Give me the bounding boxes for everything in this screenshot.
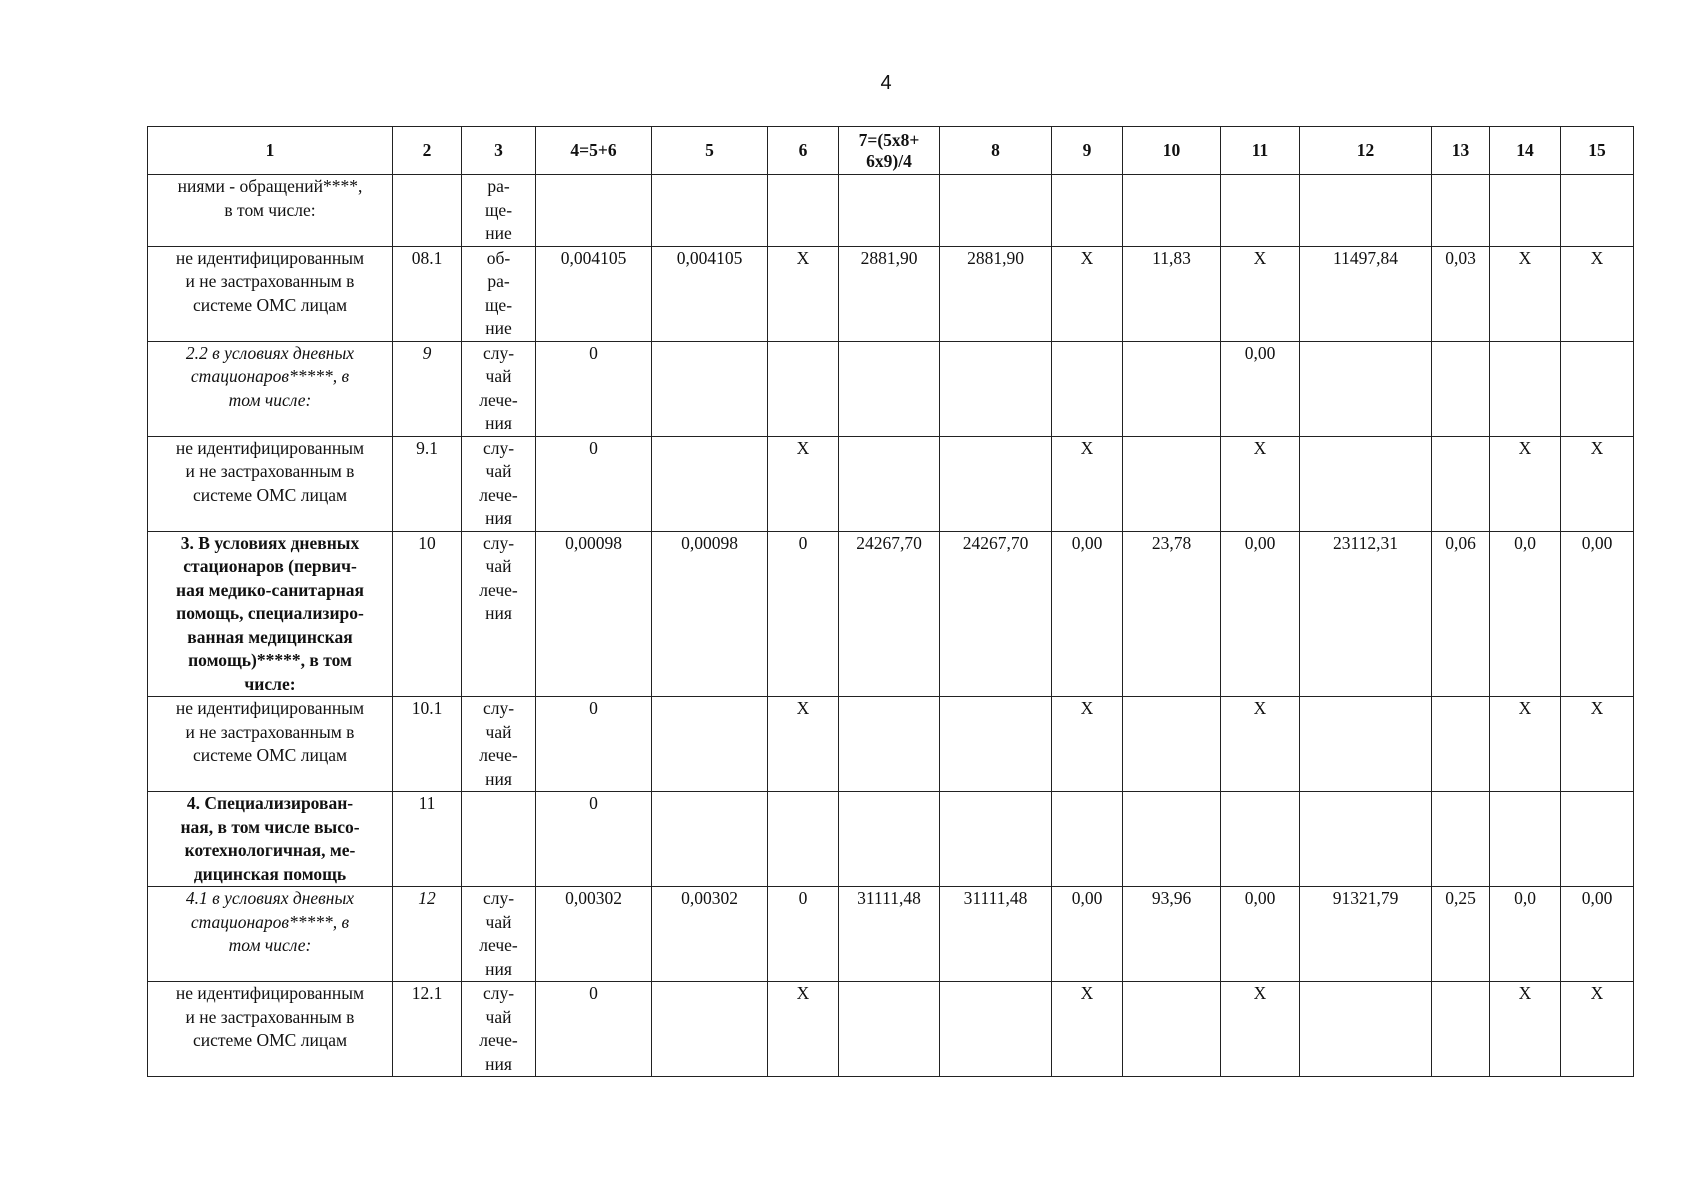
value-cell-col-13 [1432, 175, 1490, 247]
value-cell-col-14 [1490, 175, 1561, 247]
row-unit-cell: слу- чай лече- ния [462, 341, 536, 436]
column-header-5: 5 [652, 127, 768, 175]
row-code-cell: 10 [393, 531, 462, 697]
row-name-cell: не идентифицированным и не застрахованным в системе ОМС лицам [148, 697, 393, 792]
value-cell-col-9: 0,00 [1052, 887, 1123, 982]
value-cell-col-4: 0 [536, 982, 652, 1077]
value-cell-col-13 [1432, 436, 1490, 531]
value-cell-col-7 [839, 792, 940, 887]
value-cell-col-8 [940, 436, 1052, 531]
value-cell-col-10: 93,96 [1123, 887, 1221, 982]
value-cell-col-4: 0 [536, 341, 652, 436]
table-row [148, 246, 1634, 341]
value-cell-col-7 [839, 175, 940, 247]
value-cell-col-7: 31111,48 [839, 887, 940, 982]
value-cell-col-13 [1432, 982, 1490, 1077]
column-header-15: 15 [1561, 127, 1634, 175]
value-cell-col-7: 2881,90 [839, 246, 940, 341]
value-cell-col-5 [652, 982, 768, 1077]
column-header-13: 13 [1432, 127, 1490, 175]
column-header-10: 10 [1123, 127, 1221, 175]
table-row [148, 792, 1634, 887]
row-unit-cell: слу- чай лече- ния [462, 436, 536, 531]
value-cell-col-5 [652, 175, 768, 247]
value-cell-col-9: Х [1052, 436, 1123, 531]
value-cell-col-11: Х [1221, 697, 1300, 792]
row-code-cell: 12 [393, 887, 462, 982]
data-table [147, 126, 1634, 1077]
value-cell-col-14: Х [1490, 246, 1561, 341]
value-cell-col-12 [1300, 341, 1432, 436]
value-cell-col-14: 0,0 [1490, 887, 1561, 982]
row-name-cell: не идентифицированным и не застрахованным в системе ОМС лицам [148, 436, 393, 531]
value-cell-col-4: 0,00302 [536, 887, 652, 982]
column-header-8: 8 [940, 127, 1052, 175]
table-row [148, 531, 1634, 697]
value-cell-col-4: 0 [536, 436, 652, 531]
value-cell-col-6 [768, 341, 839, 436]
value-cell-col-15 [1561, 175, 1634, 247]
value-cell-col-13 [1432, 792, 1490, 887]
value-cell-col-8 [940, 175, 1052, 247]
value-cell-col-14: Х [1490, 982, 1561, 1077]
value-cell-col-10 [1123, 341, 1221, 436]
value-cell-col-15 [1561, 792, 1634, 887]
value-cell-col-11: 0,00 [1221, 341, 1300, 436]
value-cell-col-8: 31111,48 [940, 887, 1052, 982]
value-cell-col-5 [652, 436, 768, 531]
value-cell-col-7 [839, 697, 940, 792]
row-unit-cell: слу- чай лече- ния [462, 697, 536, 792]
value-cell-col-11 [1221, 792, 1300, 887]
value-cell-col-6 [768, 792, 839, 887]
value-cell-col-9 [1052, 792, 1123, 887]
value-cell-col-8: 2881,90 [940, 246, 1052, 341]
column-header-11: 11 [1221, 127, 1300, 175]
value-cell-col-8 [940, 341, 1052, 436]
row-unit-cell [462, 792, 536, 887]
row-name-cell: ниями - обращений****, в том числе: [148, 175, 393, 247]
value-cell-col-6: Х [768, 436, 839, 531]
value-cell-col-15: Х [1561, 246, 1634, 341]
value-cell-col-9: Х [1052, 697, 1123, 792]
value-cell-col-9: Х [1052, 982, 1123, 1077]
value-cell-col-9 [1052, 341, 1123, 436]
table-row [148, 436, 1634, 531]
value-cell-col-14: 0,0 [1490, 531, 1561, 697]
value-cell-col-10 [1123, 982, 1221, 1077]
value-cell-col-4: 0 [536, 697, 652, 792]
value-cell-col-11: Х [1221, 982, 1300, 1077]
page-number: 4 [880, 72, 892, 94]
value-cell-col-10 [1123, 175, 1221, 247]
column-header-6: 6 [768, 127, 839, 175]
value-cell-col-7: 24267,70 [839, 531, 940, 697]
value-cell-col-8 [940, 792, 1052, 887]
value-cell-col-12 [1300, 175, 1432, 247]
row-unit-cell: слу- чай лече- ния [462, 531, 536, 697]
value-cell-col-12 [1300, 697, 1432, 792]
row-code-cell: 08.1 [393, 246, 462, 341]
column-header-14: 14 [1490, 127, 1561, 175]
value-cell-col-14: Х [1490, 697, 1561, 792]
value-cell-col-9: Х [1052, 246, 1123, 341]
row-name-cell: 4. Специализирован- ная, в том числе высо- котехнологичная, ме- дицинская помощь [148, 792, 393, 887]
value-cell-col-7 [839, 436, 940, 531]
value-cell-col-12 [1300, 436, 1432, 531]
value-cell-col-15: Х [1561, 436, 1634, 531]
row-code-cell: 9 [393, 341, 462, 436]
value-cell-col-9: 0,00 [1052, 531, 1123, 697]
value-cell-col-8 [940, 697, 1052, 792]
value-cell-col-13: 0,25 [1432, 887, 1490, 982]
value-cell-col-11: Х [1221, 246, 1300, 341]
row-unit-cell: слу- чай лече- ния [462, 982, 536, 1077]
value-cell-col-12 [1300, 982, 1432, 1077]
row-name-cell: 2.2 в условиях дневных стационаров*****, в том числе: [148, 341, 393, 436]
row-unit-cell: ра- ще- ние [462, 175, 536, 247]
value-cell-col-10 [1123, 792, 1221, 887]
column-header-12: 12 [1300, 127, 1432, 175]
column-header-3: 3 [462, 127, 536, 175]
value-cell-col-4: 0,004105 [536, 246, 652, 341]
value-cell-col-12: 11497,84 [1300, 246, 1432, 341]
value-cell-col-10: 11,83 [1123, 246, 1221, 341]
value-cell-col-13 [1432, 697, 1490, 792]
value-cell-col-9 [1052, 175, 1123, 247]
column-header-4: 4=5+6 [536, 127, 652, 175]
row-code-cell: 9.1 [393, 436, 462, 531]
value-cell-col-14 [1490, 792, 1561, 887]
value-cell-col-5: 0,00302 [652, 887, 768, 982]
row-name-cell: не идентифицированным и не застрахованным в системе ОМС лицам [148, 982, 393, 1077]
value-cell-col-14: Х [1490, 436, 1561, 531]
value-cell-col-14 [1490, 341, 1561, 436]
value-cell-col-13 [1432, 341, 1490, 436]
value-cell-col-6: 0 [768, 887, 839, 982]
value-cell-col-7 [839, 341, 940, 436]
value-cell-col-6: Х [768, 982, 839, 1077]
column-header-7: 7=(5х8+ 6х9)/4 [839, 127, 940, 175]
row-name-cell: 4.1 в условиях дневных стационаров*****, в том числе: [148, 887, 393, 982]
row-name-cell: 3. В условиях дневных стационаров (первич- ная медико-санитарная помощь, специализиро- ванная медицинская помощь)*****, в том числе: [148, 531, 393, 697]
value-cell-col-5: 0,00098 [652, 531, 768, 697]
value-cell-col-11 [1221, 175, 1300, 247]
row-unit-cell: об- ра- ще- ние [462, 246, 536, 341]
value-cell-col-5 [652, 341, 768, 436]
value-cell-col-15: Х [1561, 982, 1634, 1077]
value-cell-col-6 [768, 175, 839, 247]
value-cell-col-4 [536, 175, 652, 247]
value-cell-col-11: Х [1221, 436, 1300, 531]
value-cell-col-4: 0,00098 [536, 531, 652, 697]
value-cell-col-15: 0,00 [1561, 531, 1634, 697]
value-cell-col-13: 0,03 [1432, 246, 1490, 341]
value-cell-col-10: 23,78 [1123, 531, 1221, 697]
value-cell-col-10 [1123, 436, 1221, 531]
value-cell-col-8 [940, 982, 1052, 1077]
table-row [148, 982, 1634, 1077]
value-cell-col-11: 0,00 [1221, 531, 1300, 697]
row-code-cell: 10.1 [393, 697, 462, 792]
row-name-cell: не идентифицированным и не застрахованным в системе ОМС лицам [148, 246, 393, 341]
row-code-cell: 11 [393, 792, 462, 887]
value-cell-col-13: 0,06 [1432, 531, 1490, 697]
value-cell-col-5 [652, 697, 768, 792]
value-cell-col-12: 23112,31 [1300, 531, 1432, 697]
value-cell-col-6: 0 [768, 531, 839, 697]
value-cell-col-7 [839, 982, 940, 1077]
row-unit-cell: слу- чай лече- ния [462, 887, 536, 982]
value-cell-col-6: Х [768, 246, 839, 341]
value-cell-col-15: 0,00 [1561, 887, 1634, 982]
table-row [148, 697, 1634, 792]
value-cell-col-11: 0,00 [1221, 887, 1300, 982]
value-cell-col-12: 91321,79 [1300, 887, 1432, 982]
value-cell-col-8: 24267,70 [940, 531, 1052, 697]
table-row [148, 341, 1634, 436]
column-header-1: 1 [148, 127, 393, 175]
value-cell-col-12 [1300, 792, 1432, 887]
value-cell-col-6: Х [768, 697, 839, 792]
value-cell-col-4: 0 [536, 792, 652, 887]
value-cell-col-5: 0,004105 [652, 246, 768, 341]
header-row [148, 127, 1634, 175]
value-cell-col-15 [1561, 341, 1634, 436]
row-code-cell [393, 175, 462, 247]
value-cell-col-5 [652, 792, 768, 887]
column-header-9: 9 [1052, 127, 1123, 175]
value-cell-col-10 [1123, 697, 1221, 792]
table-row [148, 887, 1634, 982]
column-header-2: 2 [393, 127, 462, 175]
table-row [148, 175, 1634, 247]
row-code-cell: 12.1 [393, 982, 462, 1077]
value-cell-col-15: Х [1561, 697, 1634, 792]
table-body [148, 175, 1634, 1077]
